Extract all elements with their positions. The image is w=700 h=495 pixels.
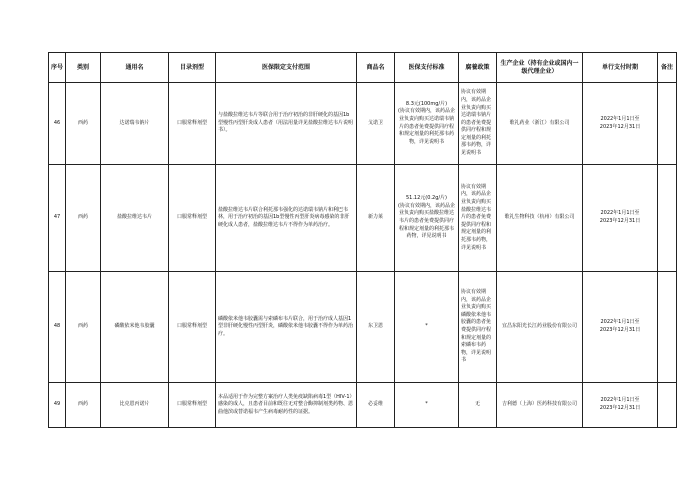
header-standard: 医保支付标准 <box>395 53 459 83</box>
header-maker: 生产企业（持有企业或国内一级代理企业） <box>497 53 583 83</box>
header-category: 类别 <box>66 53 101 83</box>
cell-period: 2022年1月1日至 2023年12月31日 <box>583 83 658 165</box>
drug-list-table <box>48 52 677 428</box>
cell-category: 西药 <box>66 83 101 165</box>
cell-period: 2022年1月1日至 2023年12月31日 <box>583 272 658 383</box>
cell-category: 西药 <box>66 272 101 383</box>
cell-standard: 51.12元(0.2g/片) (协议有效期内，该药品企业负责向购买盐酸拉维达韦片的患者免费提供同疗程和规定剂量的利托那韦药物，详见说明书 <box>395 165 459 272</box>
cell-category: 西药 <box>66 165 101 272</box>
cell-notes <box>658 165 677 272</box>
cell-category: 西药 <box>66 383 101 428</box>
header-seq: 序号 <box>49 53 66 83</box>
cell-seq: 49 <box>49 383 66 428</box>
cell-limit-scope: 盐酸拉维达韦片联合利托那韦强化的达诺瑞韦钠片和利巴韦林，用于治疗初治的基因1b型慢性丙型肝炎病毒感染的非肝硬化成人患者，盐酸拉维达韦片不得作为单药治疗。 <box>216 165 357 272</box>
table-row <box>49 165 677 272</box>
cell-standard: * <box>395 272 459 383</box>
cell-generic-name: 达诺瑞韦钠片 <box>101 83 169 165</box>
cell-limit-scope: 本品适用于作为完整方案治疗人类免疫缺陷病毒1型（HIV-1）感染的成人，且患者目前和既往无对整合酶抑制剂类药物、恩曲他滨或替诺福韦产生病毒耐药性的证据。 <box>216 383 357 428</box>
cell-generic-name: 比克恩丙诺片 <box>101 383 169 428</box>
cell-maker: 吉利德（上海）医药科技有限公司 <box>497 383 583 428</box>
header-notes: 备注 <box>658 53 677 83</box>
cell-fee-policy: 协议有效期内，该药品企业负责向购买磷酸依米他韦胶囊的患者免费提供同疗程和规定剂量的索磷布韦药物，详见说明书 <box>459 272 497 383</box>
header-fee-policy: 腐養政策 <box>459 53 497 83</box>
cell-limit-scope: 与盐酸拉维达韦片等联合用于治疗初治的非肝硬化的基因1b型慢性丙型肝炎成人患者（用法用量详见盐酸拉维达韦片说明书）。 <box>216 83 357 165</box>
cell-standard: 8.3元(100mg/片) (协议有效期内，该药品企业负责向购买达诺瑞韦钠片的患者免费提供同疗程和规定剂量的利托那韦药物，详见说明书 <box>395 83 459 165</box>
header-brand: 商品名 <box>357 53 395 83</box>
cell-notes <box>658 83 677 165</box>
cell-generic-name: 磷酸依米他韦胶囊 <box>101 272 169 383</box>
cell-brand: 戈诺卫 <box>357 83 395 165</box>
cell-fee-policy: 协议有效期内，该药品企业负责向购买达诺瑞韦钠片的患者免费提供同疗程和规定剂量的利托那韦药物，详见说明书 <box>459 83 497 165</box>
cell-period: 2022年1月1日至 2023年12月31日 <box>583 383 658 428</box>
cell-fee-policy: 无 <box>459 383 497 428</box>
cell-maker: 歌礼生物科技（杭州）有限公司 <box>497 165 583 272</box>
table-row <box>49 383 677 428</box>
table-row <box>49 83 677 165</box>
cell-dosage-form: 口服常释剂型 <box>169 83 216 165</box>
cell-notes <box>658 272 677 383</box>
cell-dosage-form: 口服常释剂型 <box>169 165 216 272</box>
cell-limit-scope: 磷酸依米他韦胶囊需与索磷布韦片联合，用于治疗成人基因1型非肝硬化慢性丙型肝炎，磷酸依米他韦胶囊不得作为单药治疗。 <box>216 272 357 383</box>
cell-seq: 48 <box>49 272 66 383</box>
cell-brand: 必妥维 <box>357 383 395 428</box>
cell-maker: 歌礼药业（浙江）有限公司 <box>497 83 583 165</box>
cell-dosage-form: 口服常释剂型 <box>169 272 216 383</box>
cell-fee-policy: 协议有效期内，该药品企业负责向购买盐酸拉维达韦片的患者免费提供同疗程和规定剂量的利托那韦药物，详见说明书 <box>459 165 497 272</box>
cell-brand: 东卫恩 <box>357 272 395 383</box>
cell-seq: 47 <box>49 165 66 272</box>
header-generic-name: 通用名 <box>101 53 169 83</box>
header-dosage-form: 目录剂型 <box>169 53 216 83</box>
cell-maker: 宜昌东阳光长江药业股份有限公司 <box>497 272 583 383</box>
cell-brand: 新力莱 <box>357 165 395 272</box>
cell-standard: * <box>395 383 459 428</box>
header-period: 单行支付时期 <box>583 53 658 83</box>
cell-seq: 46 <box>49 83 66 165</box>
header-limit-scope: 医保限定支付范围 <box>216 53 357 83</box>
cell-period: 2022年1月1日至 2023年12月31日 <box>583 165 658 272</box>
table-row <box>49 272 677 383</box>
cell-generic-name: 盐酸拉维达韦片 <box>101 165 169 272</box>
header-row <box>49 53 677 83</box>
cell-notes <box>658 383 677 428</box>
cell-dosage-form: 口服常释剂型 <box>169 383 216 428</box>
